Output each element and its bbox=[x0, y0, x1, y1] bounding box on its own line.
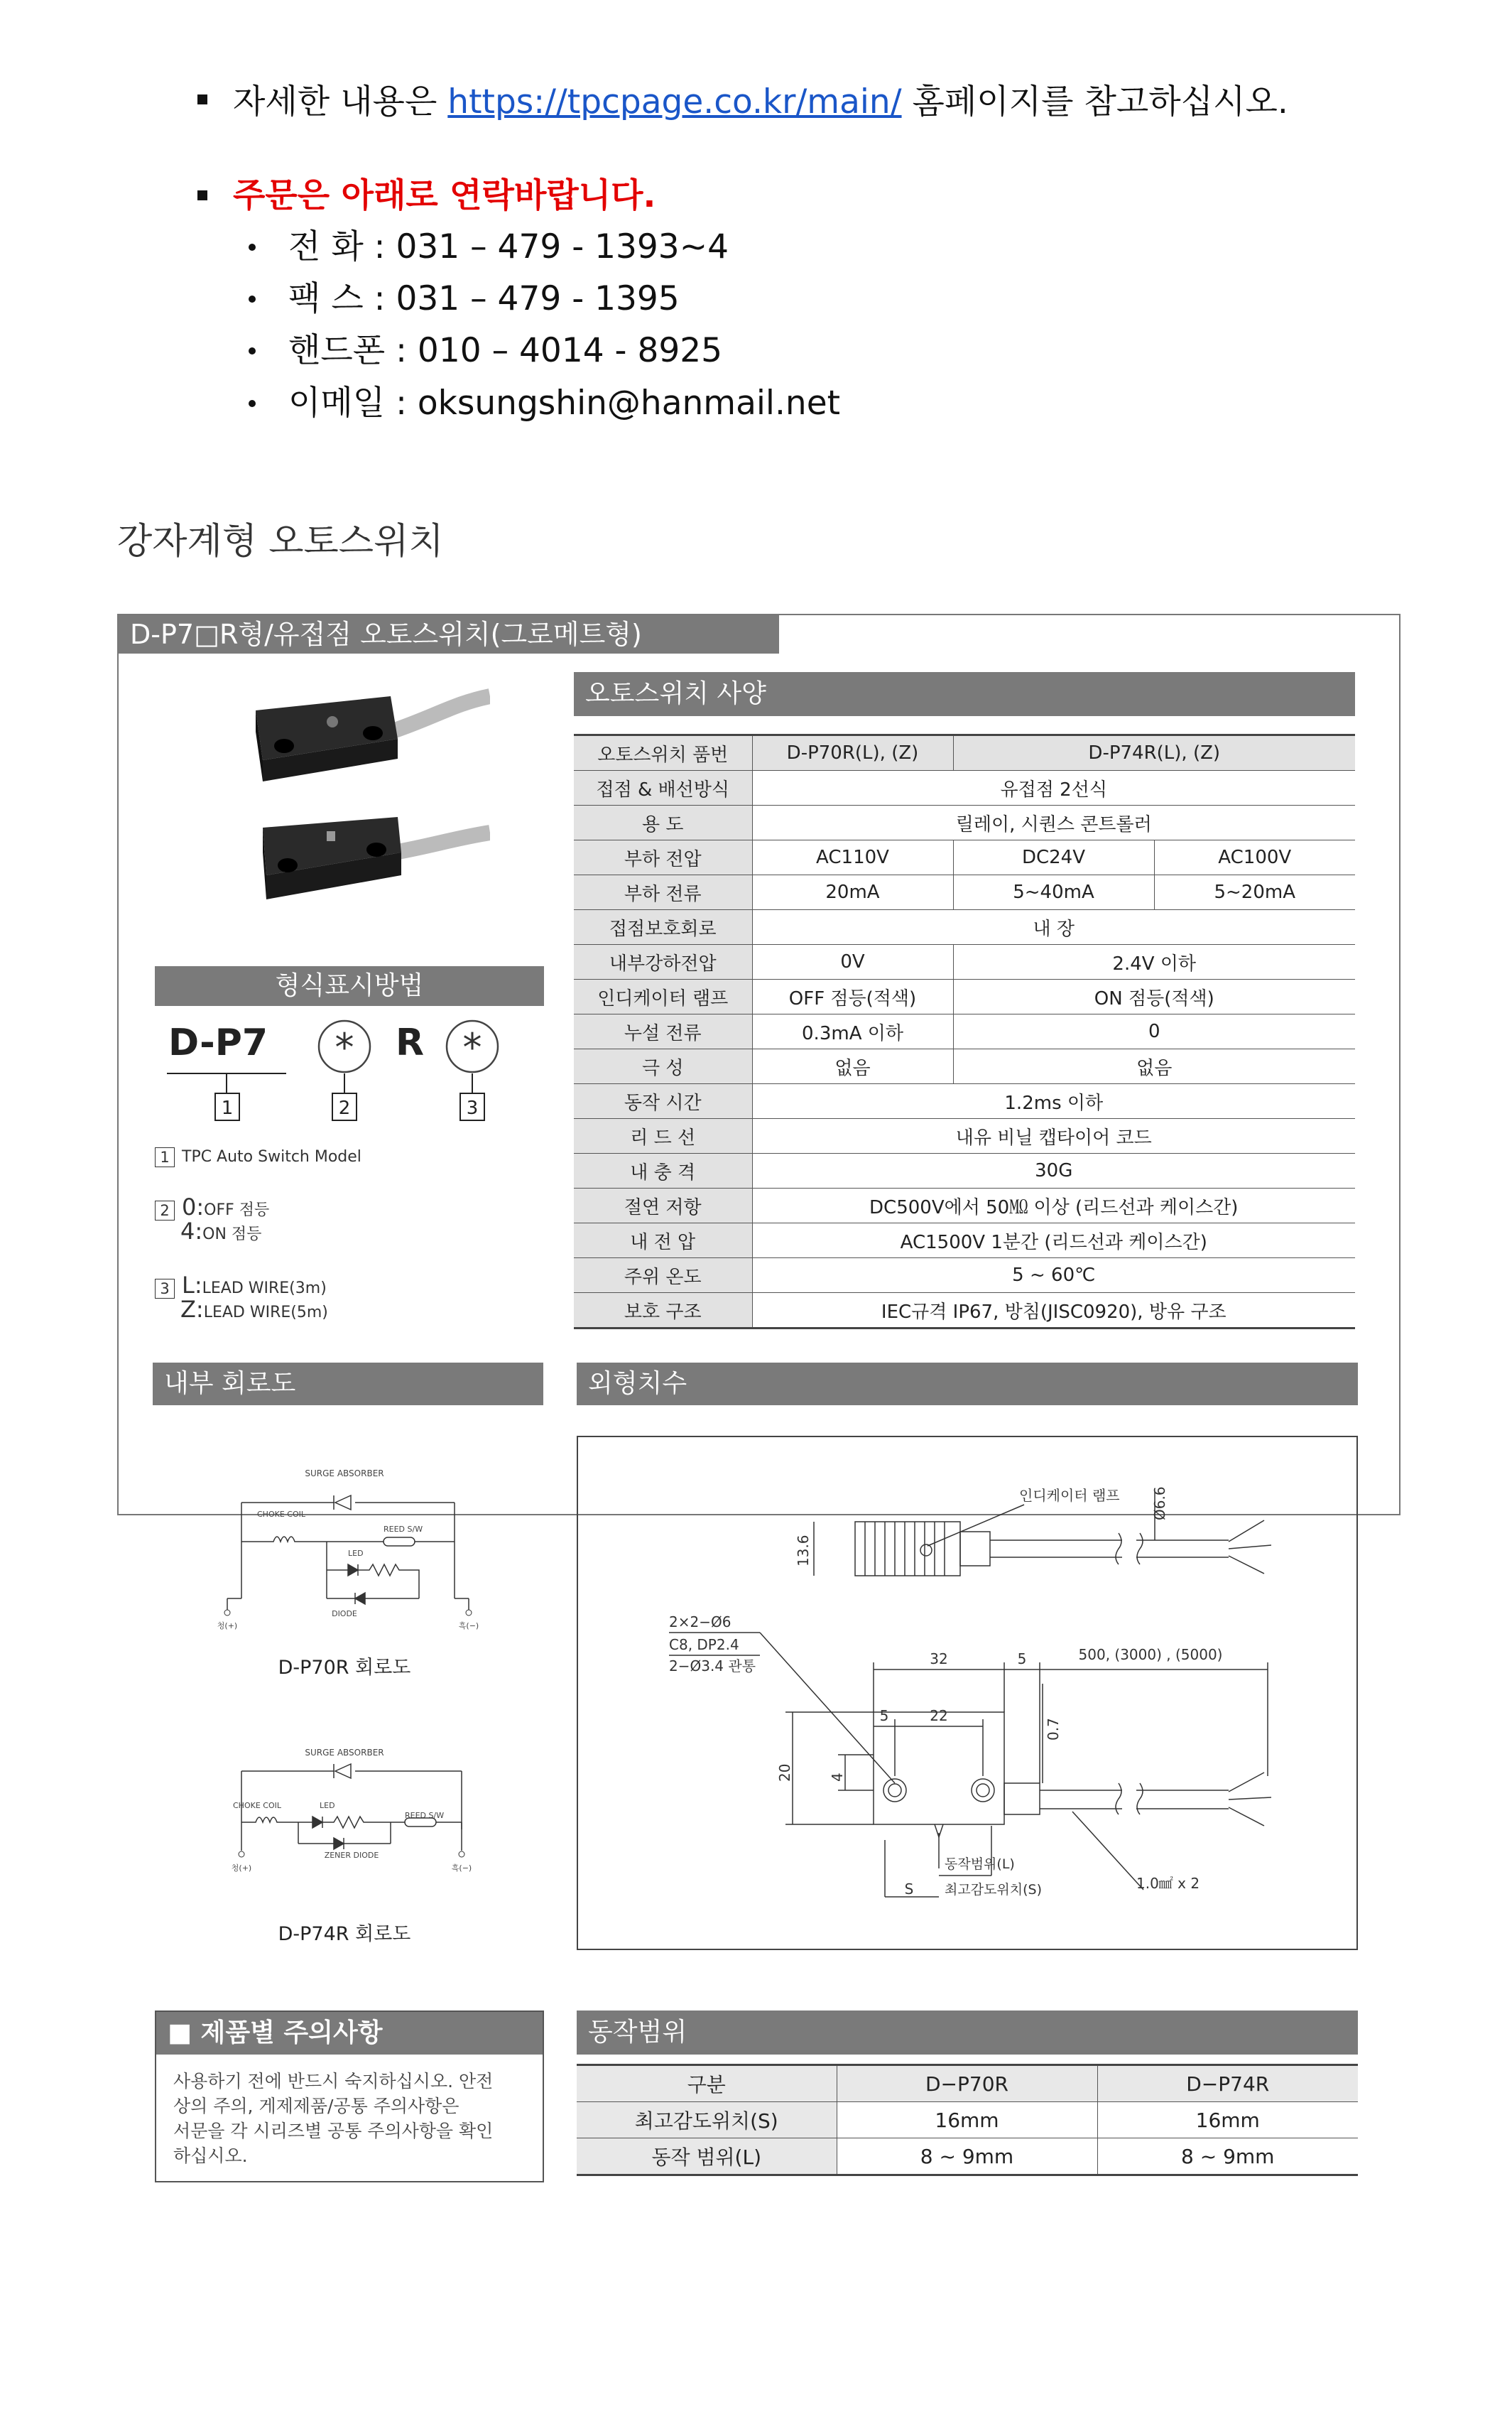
spec-row bbox=[574, 1049, 1355, 1084]
svg-text:동작범위(L): 동작범위(L) bbox=[945, 1856, 1015, 1872]
spec-label: 용 도 bbox=[574, 806, 752, 840]
op-range-header-cell: D−P74R bbox=[1097, 2065, 1358, 2102]
bullet-square bbox=[197, 94, 207, 104]
caution-line: 하십시오. bbox=[173, 2145, 248, 2166]
spec-cell: 내유 비닐 캡타이어 코드 bbox=[752, 1119, 1355, 1154]
spec-label: 접점 & 배선방식 bbox=[574, 771, 752, 806]
box-2: 2 bbox=[338, 1098, 351, 1119]
spec-label: 동작 시간 bbox=[574, 1084, 752, 1119]
svg-text:REED S/W: REED S/W bbox=[405, 1811, 445, 1820]
model-designation-title: 형식표시방법 bbox=[155, 966, 544, 1006]
contact-email: 이메일 : oksungshin@hanmail.net bbox=[288, 384, 841, 423]
legend-3a: 3 L:LEAD WIRE(3m) bbox=[155, 1272, 327, 1299]
legend-3a-code: L bbox=[182, 1272, 195, 1299]
op-range-cell: 16mm bbox=[1097, 2102, 1358, 2138]
box-3: 3 bbox=[466, 1098, 479, 1119]
spec-row bbox=[574, 980, 1355, 1014]
spec-row bbox=[574, 1189, 1355, 1223]
caution-line: 상의 주의, 게제제품/공통 주의사항은 bbox=[173, 2096, 459, 2116]
spec-cell: DC24V bbox=[953, 840, 1154, 875]
spec-cell: OFF 점등(적색) bbox=[752, 980, 953, 1014]
spec-cell: 2.4V 이하 bbox=[953, 945, 1355, 980]
spec-row bbox=[574, 910, 1355, 945]
spec-cell: 30G bbox=[752, 1154, 1355, 1189]
svg-text:최고감도위치(S): 최고감도위치(S) bbox=[945, 1882, 1043, 1898]
spec-row bbox=[574, 1258, 1355, 1293]
legend-2a-text: OFF 점등 bbox=[204, 1201, 270, 1219]
circuit-diagram-p74 bbox=[213, 1744, 511, 1950]
contact-fax: 팩 스 : 031 – 479 - 1395 bbox=[288, 279, 680, 318]
homepage-notice-text: 자세한 내용은 bbox=[233, 82, 448, 121]
spec-cell: D-P70R(L), (Z) bbox=[752, 735, 953, 771]
model-code-diagram bbox=[160, 1012, 515, 1130]
spec-row bbox=[574, 1223, 1355, 1258]
spec-cell: AC100V bbox=[1154, 840, 1355, 875]
code-prefix: D-P7 bbox=[168, 1022, 268, 1064]
spec-row bbox=[574, 1154, 1355, 1189]
spec-row bbox=[574, 840, 1355, 875]
spec-cell: 5~40mA bbox=[953, 875, 1154, 910]
spec-cell: D-P74R(L), (Z) bbox=[953, 735, 1355, 771]
contact-phone: 전 화 : 031 – 479 - 1393~4 bbox=[288, 227, 729, 266]
spec-cell: IEC규격 IP67, 방침(JISC0920), 방유 구조 bbox=[752, 1293, 1355, 1328]
op-range-header bbox=[577, 2065, 1358, 2102]
caution-title: ■ 제품별 주의사항 bbox=[156, 2012, 543, 2055]
svg-text:S: S bbox=[904, 1880, 914, 1898]
spec-row bbox=[574, 945, 1355, 980]
svg-text:500, (3000) , (5000): 500, (3000) , (5000) bbox=[1078, 1646, 1223, 1663]
spec-row bbox=[574, 735, 1355, 771]
spec-cell: 5 ~ 60℃ bbox=[752, 1258, 1355, 1293]
svg-text:5: 5 bbox=[1017, 1650, 1027, 1667]
op-range-cell: 동작 범위(L) bbox=[577, 2138, 837, 2175]
caution-box bbox=[155, 2011, 544, 2182]
spec-cell: 20mA bbox=[752, 875, 953, 910]
homepage-link[interactable]: https://tpcpage.co.kr/main/ bbox=[447, 82, 902, 121]
spec-row bbox=[574, 1293, 1355, 1328]
svg-text:SURGE ABSORBER: SURGE ABSORBER bbox=[305, 1748, 384, 1758]
legend-2b-code: 4 bbox=[180, 1218, 195, 1245]
spec-cell: DC500V에서 50㏁ 이상 (리드선과 케이스간) bbox=[752, 1189, 1355, 1223]
spec-label: 보호 구조 bbox=[574, 1293, 752, 1328]
op-range-cell: 최고감도위치(S) bbox=[577, 2102, 837, 2138]
caution-text bbox=[173, 2069, 531, 2168]
spec-label: 주위 온도 bbox=[574, 1258, 752, 1293]
svg-text:13.6: 13.6 bbox=[795, 1535, 812, 1566]
code-mid: R bbox=[395, 1022, 425, 1064]
svg-text:2×2−Ø6: 2×2−Ø6 bbox=[669, 1613, 731, 1630]
svg-text:0.7: 0.7 bbox=[1045, 1718, 1062, 1741]
spec-cell: AC1500V 1분간 (리드선과 케이스간) bbox=[752, 1223, 1355, 1258]
op-range-cell: 8 ~ 9mm bbox=[1097, 2138, 1358, 2175]
catalog-header: D-P7□R형/유접점 오토스위치(그로메트형) bbox=[119, 615, 779, 654]
svg-text:1.0㎟ x 2: 1.0㎟ x 2 bbox=[1136, 1875, 1200, 1892]
svg-text:4: 4 bbox=[829, 1773, 846, 1782]
spec-cell: 0 bbox=[953, 1014, 1355, 1049]
spec-cell: 5~20mA bbox=[1154, 875, 1355, 910]
section-title: 강자계형 오토스위치 bbox=[117, 521, 444, 563]
op-range-header-cell: D−P70R bbox=[837, 2065, 1097, 2102]
op-range-cell: 16mm bbox=[837, 2102, 1097, 2138]
svg-text:흑(−): 흑(−) bbox=[458, 1621, 479, 1630]
svg-text:DIODE: DIODE bbox=[332, 1609, 357, 1618]
spec-label: 오토스위치 품번 bbox=[574, 735, 752, 771]
legend-3b: Z:LEAD WIRE(5m) bbox=[180, 1296, 328, 1323]
homepage-notice-text-2: 홈페이지를 참고하십시오. bbox=[901, 82, 1288, 121]
spec-table bbox=[574, 734, 1355, 1329]
spec-row bbox=[574, 771, 1355, 806]
legend-3b-code: Z bbox=[180, 1296, 196, 1323]
bullet-dot bbox=[249, 296, 256, 303]
spec-label: 내 충 격 bbox=[574, 1154, 752, 1189]
op-range-cell: 8 ~ 9mm bbox=[837, 2138, 1097, 2175]
spec-cell: AC110V bbox=[752, 840, 953, 875]
spec-cell: 0V bbox=[752, 945, 953, 980]
circuit-title: 내부 회로도 bbox=[153, 1363, 543, 1405]
svg-text:20: 20 bbox=[776, 1763, 793, 1782]
legend-3a-text: LEAD WIRE(3m) bbox=[202, 1279, 327, 1297]
spec-row bbox=[574, 1119, 1355, 1154]
svg-text:ZENER DIODE: ZENER DIODE bbox=[324, 1851, 379, 1860]
legend-2b-text: ON 점등 bbox=[202, 1225, 262, 1243]
op-range-title: 동작범위 bbox=[577, 2011, 1358, 2055]
svg-text:Ø6.6: Ø6.6 bbox=[1151, 1486, 1168, 1520]
svg-text:CHOKE COIL: CHOKE COIL bbox=[257, 1510, 305, 1519]
svg-text:LED: LED bbox=[348, 1549, 364, 1558]
svg-text:5: 5 bbox=[879, 1707, 889, 1724]
bullet-square bbox=[197, 190, 207, 200]
svg-text:C8, DP2.4: C8, DP2.4 bbox=[669, 1636, 739, 1653]
legend-2b: 4:ON 점등 bbox=[180, 1218, 262, 1245]
spec-label: 리 드 선 bbox=[574, 1119, 752, 1154]
bullet-dot bbox=[249, 347, 256, 355]
caution-line: 서문을 각 시리즈별 공통 주의사항을 확인 bbox=[173, 2121, 494, 2141]
legend-1: 1 TPC Auto Switch Model bbox=[155, 1147, 361, 1167]
svg-text:22: 22 bbox=[930, 1707, 948, 1724]
p70-caption: D-P70R 회로도 bbox=[278, 1657, 411, 1679]
svg-text:CHOKE COIL: CHOKE COIL bbox=[233, 1801, 281, 1810]
svg-text:REED S/W: REED S/W bbox=[384, 1525, 423, 1534]
p74-caption: D-P74R 회로도 bbox=[278, 1923, 411, 1945]
spec-cell: 내 장 bbox=[752, 910, 1355, 945]
spec-label: 절연 저항 bbox=[574, 1189, 752, 1223]
dimensions-drawing bbox=[589, 1442, 1342, 1939]
spec-row bbox=[574, 1084, 1355, 1119]
op-range-header-cell: 구분 bbox=[577, 2065, 837, 2102]
product-photo bbox=[227, 675, 490, 916]
svg-text:32: 32 bbox=[930, 1650, 948, 1667]
order-notice: 주문은 아래로 연락바랍니다. bbox=[233, 176, 656, 215]
svg-text:LED: LED bbox=[320, 1801, 335, 1810]
box-1: 1 bbox=[221, 1098, 234, 1119]
legend-2a: 2 0:OFF 점등 bbox=[155, 1194, 269, 1221]
svg-text:청(+): 청(+) bbox=[231, 1863, 252, 1873]
bullet-dot bbox=[249, 400, 256, 407]
spec-label: 인디케이터 램프 bbox=[574, 980, 752, 1014]
svg-text:흑(−): 흑(−) bbox=[451, 1863, 472, 1873]
spec-cell: 릴레이, 시퀀스 콘트롤러 bbox=[752, 806, 1355, 840]
spec-cell: 없음 bbox=[752, 1049, 953, 1084]
op-range-table bbox=[577, 2064, 1358, 2176]
spec-label: 부하 전압 bbox=[574, 840, 752, 875]
spec-label: 부하 전류 bbox=[574, 875, 752, 910]
spec-row bbox=[574, 806, 1355, 840]
spec-label: 내부강하전압 bbox=[574, 945, 752, 980]
op-range-row bbox=[577, 2138, 1358, 2175]
spec-row bbox=[574, 875, 1355, 910]
bullet-dot bbox=[249, 244, 256, 251]
legend-3b-text: LEAD WIRE(5m) bbox=[203, 1304, 328, 1321]
spec-label: 극 성 bbox=[574, 1049, 752, 1084]
spec-title: 오토스위치 사양 bbox=[574, 672, 1355, 716]
wildcard-3: * bbox=[462, 1025, 482, 1070]
svg-text:인디케이터 램프: 인디케이터 램프 bbox=[1019, 1487, 1120, 1504]
wildcard-2: * bbox=[335, 1025, 354, 1070]
spec-row bbox=[574, 1014, 1355, 1049]
op-range-row bbox=[577, 2102, 1358, 2138]
spec-cell: 유접점 2선식 bbox=[752, 771, 1355, 806]
caution-line: 사용하기 전에 반드시 숙지하십시오. 안전 bbox=[173, 2071, 494, 2091]
dimensions-title: 외형치수 bbox=[577, 1363, 1358, 1405]
svg-text:SURGE ABSORBER: SURGE ABSORBER bbox=[305, 1468, 384, 1478]
svg-text:2−Ø3.4 관통: 2−Ø3.4 관통 bbox=[669, 1657, 756, 1674]
spec-label: 내 전 압 bbox=[574, 1223, 752, 1258]
homepage-notice bbox=[233, 81, 1288, 124]
svg-text:청(+): 청(+) bbox=[217, 1621, 238, 1630]
spec-cell: 없음 bbox=[953, 1049, 1355, 1084]
spec-cell: ON 점등(적색) bbox=[953, 980, 1355, 1014]
contact-mobile: 핸드폰 : 010 – 4014 - 8925 bbox=[288, 331, 723, 370]
spec-cell: 0.3mA 이하 bbox=[752, 1014, 953, 1049]
circuit-diagram-p70 bbox=[213, 1463, 511, 1691]
legend-1-text: TPC Auto Switch Model bbox=[182, 1148, 361, 1166]
spec-label: 접점보호회로 bbox=[574, 910, 752, 945]
legend-2a-code: 0 bbox=[182, 1194, 197, 1221]
spec-label: 누설 전류 bbox=[574, 1014, 752, 1049]
spec-cell: 1.2ms 이하 bbox=[752, 1084, 1355, 1119]
